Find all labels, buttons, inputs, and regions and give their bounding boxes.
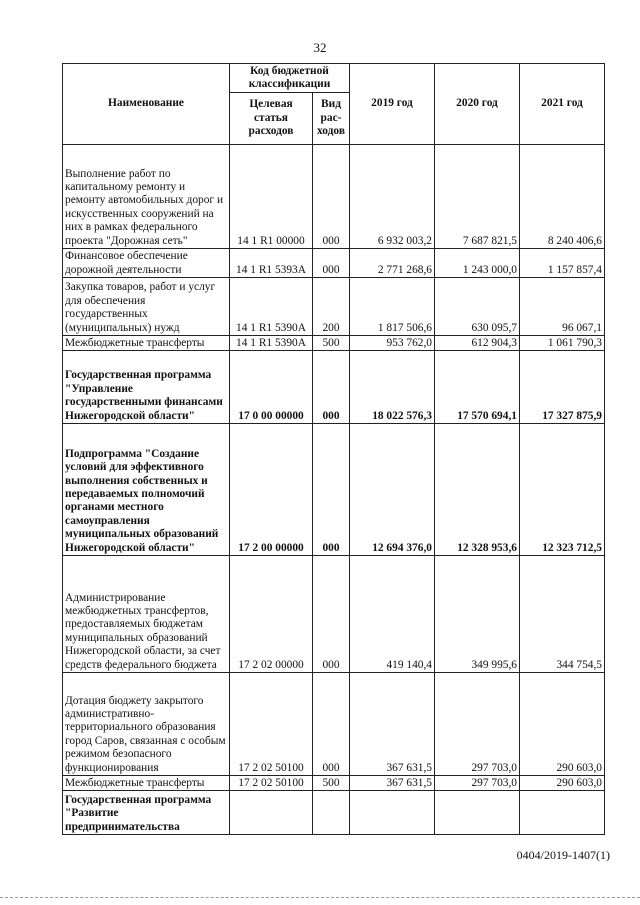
row-2020: 7 687 821,5 xyxy=(435,145,520,249)
row-target: 17 2 02 00000 xyxy=(230,556,313,673)
row-name: Дотация бюджету закрытого административно-территориального образования город Саров, связанная с особым режимом безопасного функционирования xyxy=(63,673,230,776)
header-2019: 2019 год xyxy=(350,64,435,145)
row-2021: 344 754,5 xyxy=(520,556,605,673)
row-name: Подпрограмма "Создание условий для эффективного выполнения собственных и передаваемых полномочий органами местного самоуправления муниципальных образований Нижегородской области" xyxy=(63,424,230,556)
row-target: 17 2 00 00000 xyxy=(230,424,313,556)
row-2019: 953 762,0 xyxy=(350,336,435,351)
row-2021: 8 240 406,6 xyxy=(520,145,605,249)
header-2021: 2021 год xyxy=(520,64,605,145)
table-row xyxy=(63,673,605,776)
row-kind: 500 xyxy=(313,776,350,791)
row-target: 14 1 R1 5390А xyxy=(230,278,313,336)
table-row xyxy=(63,336,605,351)
row-name: Межбюджетные трансферты xyxy=(63,776,230,791)
table-row xyxy=(63,791,605,835)
row-2019 xyxy=(350,791,435,835)
row-2021: 12 323 712,5 xyxy=(520,424,605,556)
header-target-article: Целевая статья расходов xyxy=(230,93,313,145)
row-kind: 000 xyxy=(313,424,350,556)
row-2020 xyxy=(435,791,520,835)
row-target: 14 1 R1 00000 xyxy=(230,145,313,249)
row-kind: 000 xyxy=(313,556,350,673)
row-2021: 290 603,0 xyxy=(520,673,605,776)
row-target: 17 2 02 50100 xyxy=(230,673,313,776)
row-2020: 12 328 953,6 xyxy=(435,424,520,556)
table-row xyxy=(63,249,605,278)
row-kind xyxy=(313,791,350,835)
table-row xyxy=(63,556,605,673)
row-2021: 1 061 790,3 xyxy=(520,336,605,351)
header-expense-kind: Вид рас-ходов xyxy=(313,93,350,145)
row-2020: 612 904,3 xyxy=(435,336,520,351)
table-row xyxy=(63,145,605,249)
scan-edge-divider xyxy=(0,897,640,898)
table-row xyxy=(63,424,605,556)
row-2021: 17 327 875,9 xyxy=(520,351,605,424)
row-kind: 500 xyxy=(313,336,350,351)
row-target: 14 1 R1 5393А xyxy=(230,249,313,278)
row-2019: 367 631,5 xyxy=(350,776,435,791)
row-2019: 12 694 376,0 xyxy=(350,424,435,556)
row-2020: 297 703,0 xyxy=(435,673,520,776)
row-2019: 419 140,4 xyxy=(350,556,435,673)
row-2020: 17 570 694,1 xyxy=(435,351,520,424)
row-name: Закупка товаров, работ и услуг для обеспечения государственных (муниципальных) нужд xyxy=(63,278,230,336)
row-2019: 367 631,5 xyxy=(350,673,435,776)
table-row xyxy=(63,776,605,791)
row-2019: 1 817 506,6 xyxy=(350,278,435,336)
row-2021: 96 067,1 xyxy=(520,278,605,336)
page-number: 32 xyxy=(313,40,327,55)
row-name: Выполнение работ по капитальному ремонту и ремонту автомобильных дорог и искусственных сооружений на них в рамках федерального проекта "Дорожная сеть" xyxy=(63,145,230,249)
row-2019: 2 771 268,6 xyxy=(350,249,435,278)
row-2020: 630 095,7 xyxy=(435,278,520,336)
budget-table xyxy=(62,63,605,835)
row-target: 17 2 02 50100 xyxy=(230,776,313,791)
row-kind: 200 xyxy=(313,278,350,336)
row-name: Государственная программа "Управление государственными финансами Нижегородской области" xyxy=(63,351,230,424)
row-2021: 1 157 857,4 xyxy=(520,249,605,278)
row-kind: 000 xyxy=(313,351,350,424)
row-name: Администрирование межбюджетных трансфертов, предоставляемых бюджетам муниципальных образований Нижегородской области, за счет средств федерального бюджета xyxy=(63,556,230,673)
row-2020: 1 243 000,0 xyxy=(435,249,520,278)
row-kind: 000 xyxy=(313,249,350,278)
row-target: 17 0 00 00000 xyxy=(230,351,313,424)
row-2020: 297 703,0 xyxy=(435,776,520,791)
table-row xyxy=(63,351,605,424)
row-name: Финансовое обеспечение дорожной деятельности xyxy=(63,249,230,278)
row-kind: 000 xyxy=(313,673,350,776)
row-target xyxy=(230,791,313,835)
row-2019: 18 022 576,3 xyxy=(350,351,435,424)
header-2020: 2020 год xyxy=(435,64,520,145)
document-code: 0404/2019-1407(1) xyxy=(516,848,610,862)
row-2021: 290 603,0 xyxy=(520,776,605,791)
row-kind: 000 xyxy=(313,145,350,249)
table-row xyxy=(63,278,605,336)
row-2021 xyxy=(520,791,605,835)
row-2019: 6 932 003,2 xyxy=(350,145,435,249)
row-2020: 349 995,6 xyxy=(435,556,520,673)
row-target: 14 1 R1 5390А xyxy=(230,336,313,351)
header-budget-code: Код бюджетной классификации xyxy=(230,64,350,93)
row-name: Межбюджетные трансферты xyxy=(63,336,230,351)
row-name: Государственная программа "Развитие предпринимательства xyxy=(63,791,230,835)
header-name: Наименование xyxy=(63,64,230,145)
